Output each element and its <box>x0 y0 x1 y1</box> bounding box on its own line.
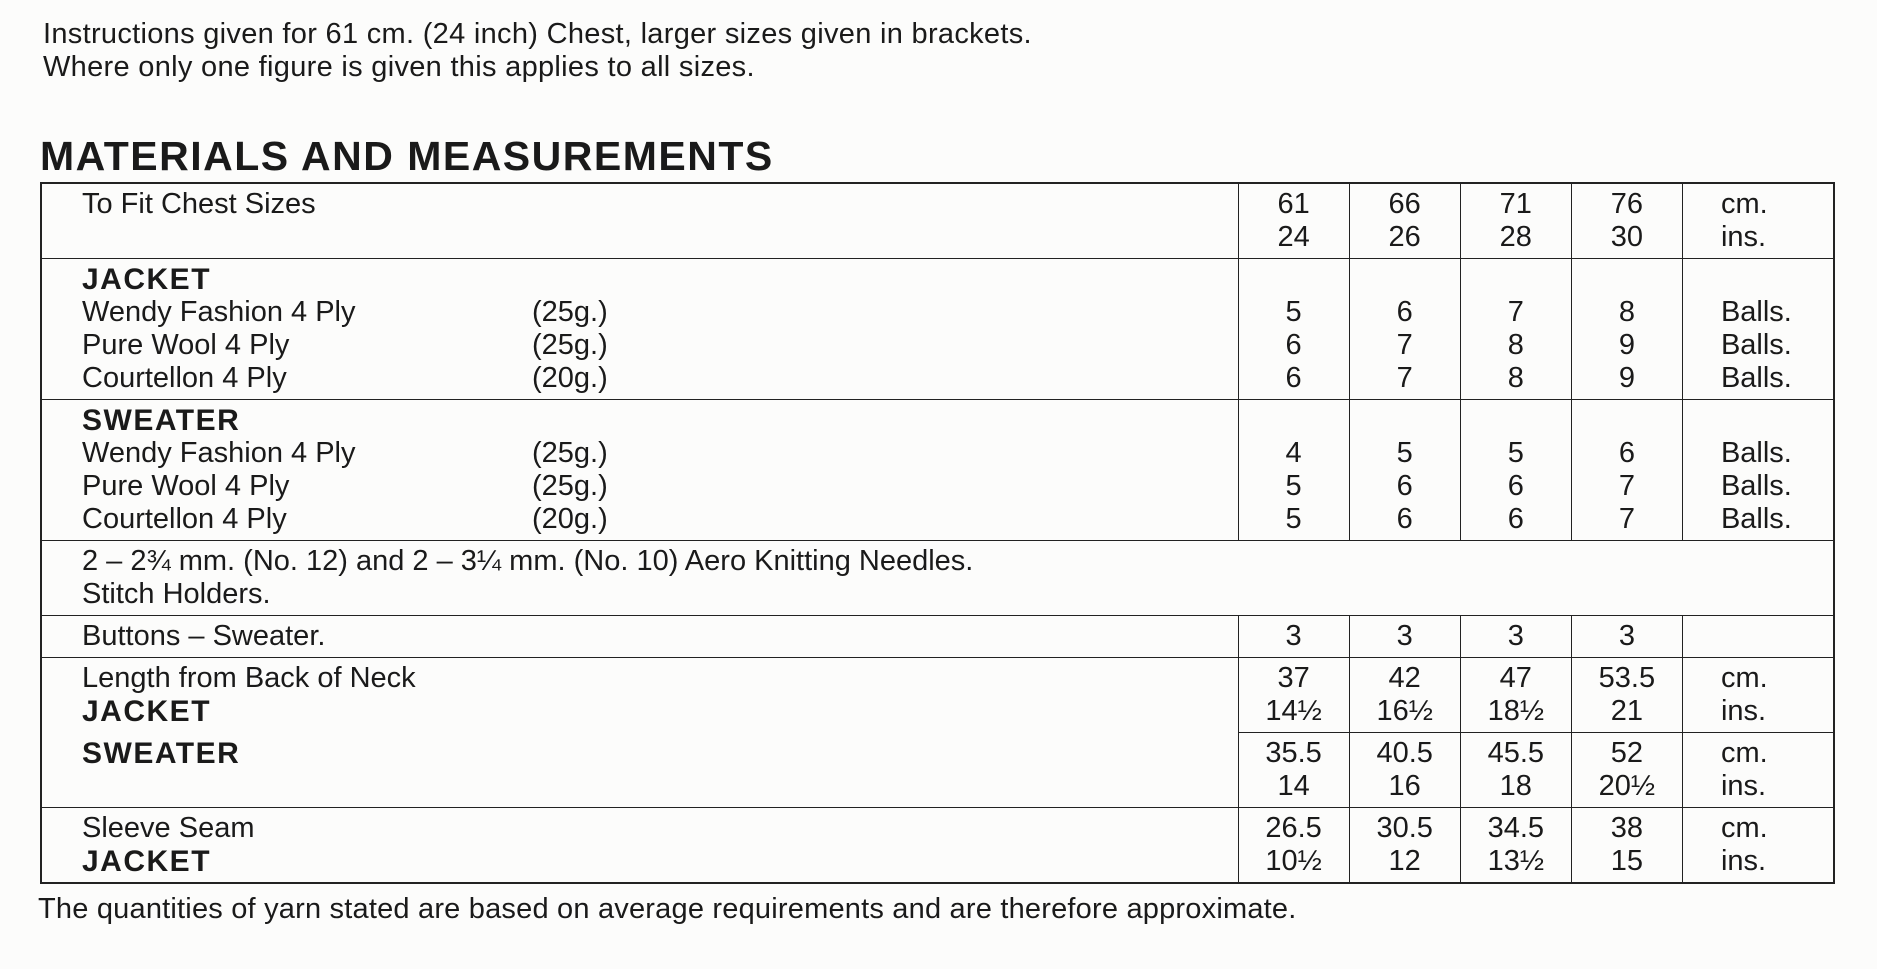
ball-count: 4 <box>1285 437 1302 469</box>
ball-count: 6 <box>1285 329 1302 361</box>
ball-count: 7 <box>1618 503 1635 535</box>
ball-count: 5 <box>1285 470 1302 502</box>
size-ins: 28 <box>1499 221 1532 253</box>
length-cm: 37 <box>1277 662 1310 694</box>
length-cm: 52 <box>1610 737 1644 769</box>
ball-count: 7 <box>1396 362 1413 394</box>
length-ins: 14½ <box>1265 695 1322 727</box>
ball-count: 6 <box>1507 503 1524 535</box>
ball-count: 7 <box>1507 296 1524 328</box>
ball-count: 9 <box>1618 362 1635 394</box>
length-ins: 18½ <box>1487 695 1545 727</box>
needles-cell <box>41 541 1834 616</box>
ball-unit: Balls. <box>1720 503 1792 535</box>
yarn-weight: (25g.) <box>532 437 608 469</box>
sleeve-ins: 10½ <box>1265 845 1322 877</box>
ball-count: 6 <box>1396 296 1413 328</box>
unit-cm: cm. <box>1720 188 1768 220</box>
size-cm: 66 <box>1388 188 1421 220</box>
chest-label: To Fit Chest Sizes <box>82 188 316 220</box>
ball-unit: Balls. <box>1720 329 1792 361</box>
unit-ins: ins. <box>1720 770 1767 802</box>
yarn-weight: (25g.) <box>532 296 608 328</box>
length-cm: 47 <box>1499 662 1532 694</box>
length-ins: 18 <box>1499 770 1532 802</box>
length-cm: 45.5 <box>1487 737 1545 769</box>
table-row-sweater-yarn <box>41 400 1834 541</box>
yarn-name: Wendy Fashion 4 Ply <box>82 296 356 328</box>
unit-cm: cm. <box>1720 662 1768 694</box>
size-cell <box>1460 183 1571 259</box>
sleeve-ins: 13½ <box>1487 845 1545 877</box>
sleeve-ins: 15 <box>1610 845 1644 877</box>
ball-count: 8 <box>1507 329 1524 361</box>
length-ins: 20½ <box>1598 770 1656 802</box>
needles-line-1: 2 – 2¾ mm. (No. 12) and 2 – 3¼ mm. (No. 10) Aero Knitting Needles. <box>82 545 974 577</box>
table-row-length-jacket <box>41 658 1834 733</box>
length-ins: 16 <box>1388 770 1421 802</box>
yarn-name: Pure Wool 4 Ply <box>82 329 290 361</box>
ball-unit: Balls. <box>1720 437 1792 469</box>
ball-count: 6 <box>1396 470 1413 502</box>
sleeve-jacket-title: JACKET <box>82 845 212 878</box>
size-cm: 61 <box>1277 188 1310 220</box>
ball-count: 7 <box>1618 470 1635 502</box>
ball-count: 6 <box>1396 503 1413 535</box>
size-cell <box>1349 183 1460 259</box>
table-row-sleeve-seam <box>41 808 1834 884</box>
length-cm: 42 <box>1388 662 1421 694</box>
length-ins: 16½ <box>1376 695 1433 727</box>
ball-count: 5 <box>1285 296 1302 328</box>
ball-count: 6 <box>1507 470 1524 502</box>
ball-count: 5 <box>1396 437 1413 469</box>
button-count: 3 <box>1618 620 1635 652</box>
table-row-needles <box>41 541 1834 616</box>
sweater-title: SWEATER <box>82 404 241 437</box>
size-ins: 26 <box>1388 221 1421 253</box>
section-heading: MATERIALS AND MEASUREMENTS <box>40 133 774 179</box>
unit-ins: ins. <box>1720 845 1767 877</box>
sweater-yarn-label-cell <box>41 400 1238 541</box>
table-row-jacket-yarn <box>41 259 1834 400</box>
sleeve-label: Sleeve Seam <box>82 812 255 844</box>
jacket-title: JACKET <box>82 263 212 296</box>
ball-count: 6 <box>1285 362 1302 394</box>
intro-text <box>43 18 1032 84</box>
yarn-weight: (25g.) <box>532 470 608 502</box>
yarn-weight: (20g.) <box>532 503 608 535</box>
size-ins: 30 <box>1610 221 1644 253</box>
sleeve-cm: 34.5 <box>1487 812 1545 844</box>
intro-line-2: Where only one figure is given this applies to all sizes. <box>43 51 755 83</box>
footer-note: The quantities of yarn stated are based on average requirements and are therefore approximate. <box>38 893 1297 925</box>
yarn-weight: (20g.) <box>532 362 608 394</box>
needles-line-2: Stitch Holders. <box>82 578 271 610</box>
yarn-name: Courtellon 4 Ply <box>82 362 287 394</box>
size-ins: 24 <box>1277 221 1310 253</box>
intro-line-1: Instructions given for 61 cm. (24 inch) Chest, larger sizes given in brackets. <box>43 18 1032 50</box>
ball-unit: Balls. <box>1720 296 1792 328</box>
unit-ins: ins. <box>1720 695 1767 727</box>
length-cm: 40.5 <box>1376 737 1433 769</box>
ball-count: 5 <box>1285 503 1302 535</box>
length-ins: 21 <box>1610 695 1644 727</box>
length-sweater-title: SWEATER <box>82 737 241 770</box>
ball-count: 5 <box>1507 437 1524 469</box>
button-count: 3 <box>1396 620 1413 652</box>
sleeve-label-cell <box>41 808 1238 884</box>
length-label: Length from Back of Neck <box>82 662 416 694</box>
sleeve-ins: 12 <box>1388 845 1421 877</box>
length-ins: 14 <box>1277 770 1310 802</box>
sleeve-cm: 26.5 <box>1265 812 1322 844</box>
sleeve-cm: 30.5 <box>1376 812 1433 844</box>
unit-cm: cm. <box>1720 737 1768 769</box>
length-cm: 35.5 <box>1265 737 1322 769</box>
ball-unit: Balls. <box>1720 470 1792 502</box>
size-cm: 76 <box>1610 188 1644 220</box>
materials-table <box>40 182 1835 884</box>
buttons-label: Buttons – Sweater. <box>82 620 326 652</box>
button-count: 3 <box>1507 620 1524 652</box>
ball-unit: Balls. <box>1720 362 1792 394</box>
unit-cell <box>1682 183 1834 259</box>
jacket-yarn-label-cell <box>41 259 1238 400</box>
unit-ins: ins. <box>1720 221 1767 253</box>
size-cell <box>1238 183 1349 259</box>
size-cm: 71 <box>1499 188 1532 220</box>
length-jacket-title: JACKET <box>82 695 212 728</box>
ball-count: 6 <box>1618 437 1635 469</box>
ball-count: 7 <box>1396 329 1413 361</box>
ball-count: 8 <box>1507 362 1524 394</box>
unit-cm: cm. <box>1720 812 1768 844</box>
length-cm: 53.5 <box>1598 662 1656 694</box>
chest-label-cell <box>41 183 1238 259</box>
yarn-name: Wendy Fashion 4 Ply <box>82 437 356 469</box>
yarn-name: Pure Wool 4 Ply <box>82 470 290 502</box>
yarn-name: Courtellon 4 Ply <box>82 503 287 535</box>
ball-count: 9 <box>1618 329 1635 361</box>
button-count: 3 <box>1285 620 1302 652</box>
table-row-buttons <box>41 616 1834 658</box>
buttons-label-cell <box>41 616 1238 658</box>
length-label-cell <box>41 658 1238 808</box>
ball-count: 8 <box>1618 296 1635 328</box>
yarn-weight: (25g.) <box>532 329 608 361</box>
sleeve-cm: 38 <box>1610 812 1644 844</box>
table-row-chest-sizes <box>41 183 1834 259</box>
size-cell <box>1571 183 1682 259</box>
